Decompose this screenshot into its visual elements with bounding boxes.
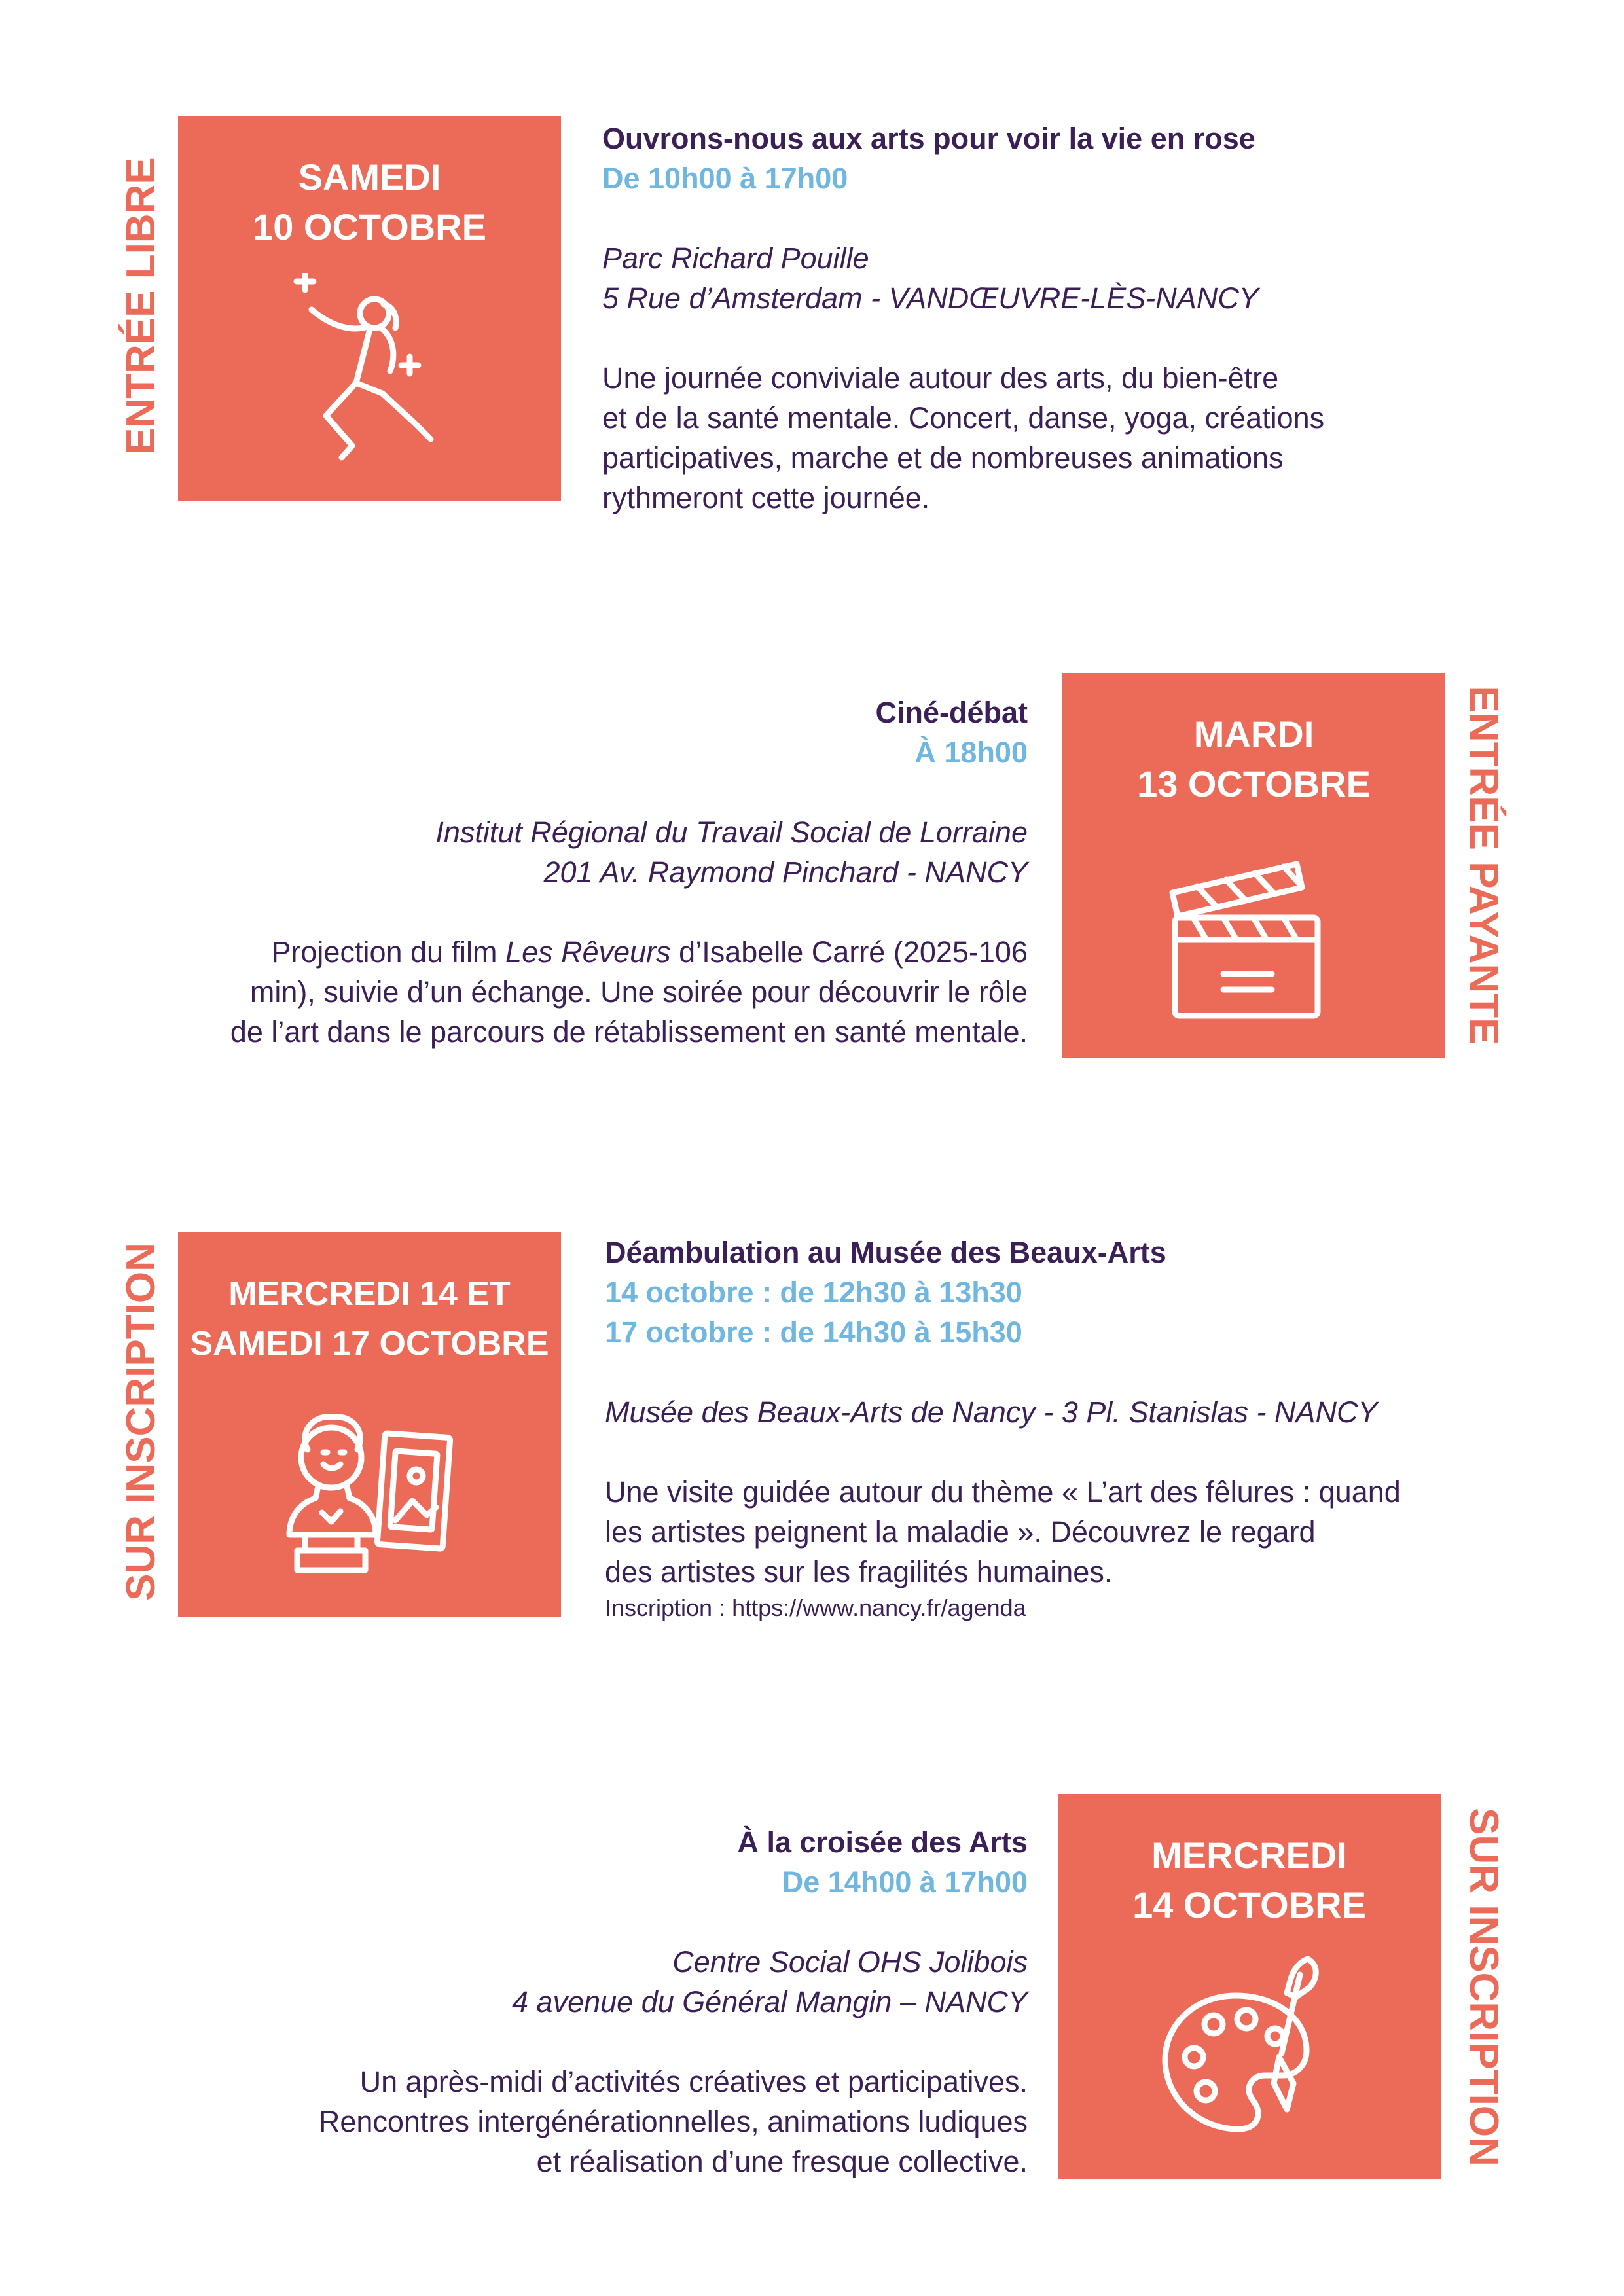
dancer-icon [271, 273, 467, 469]
event-time: 17 octobre : de 14h30 à 15h30 [605, 1316, 1022, 1349]
event-title: Ouvrons-nous aux arts pour voir la vie en rose [602, 122, 1255, 155]
description-line: Un après-midi d’activités créatives et participatives. [359, 2065, 1028, 2098]
venue-line: 5 Rue d’Amsterdam - VANDŒUVRE-LÈS-NANCY [602, 281, 1259, 315]
date-label: MERCREDI 14 OCTOBRE [1132, 1835, 1366, 1926]
access-label: ENTRÉE PAYANTE [1461, 685, 1506, 1045]
date-box [1058, 1794, 1441, 2179]
film-title: Les Rêveurs [505, 935, 671, 969]
description-line: rythmeront cette journée. [602, 481, 930, 514]
venue-line: 201 Av. Raymond Pinchard - NANCY [543, 855, 1028, 889]
event-time: De 10h00 à 17h00 [602, 162, 848, 195]
event-details [65, 692, 1028, 1052]
venue-line: Musée des Beaux-Arts de Nancy - 3 Pl. Stanislas - NANCY [605, 1395, 1378, 1429]
palette-brush-icon [1151, 1951, 1347, 2147]
date-label: MERCREDI 14 ET SAMEDI 17 OCTOBRE [190, 1275, 549, 1363]
event-details [65, 1822, 1028, 2181]
venue-line: Institut Régional du Travail Social de Lorraine [435, 816, 1028, 849]
description-line: les artistes peignent la maladie ». Découvrez le regard [605, 1515, 1316, 1549]
date-label: MARDI 13 OCTOBRE [1137, 713, 1371, 804]
description-line: des artistes sur les fragilités humaines. [605, 1555, 1113, 1588]
description-line: participatives, marche et de nombreuses animations [602, 441, 1284, 475]
date-box [1062, 673, 1445, 1058]
clapperboard-icon [1155, 830, 1352, 1026]
date-box [178, 116, 561, 501]
event-time: 14 octobre : de 12h30 à 13h30 [605, 1276, 1022, 1309]
event-time: À 18h00 [914, 736, 1028, 769]
access-label: SUR INSCRIPTION [118, 1242, 164, 1601]
access-label: ENTRÉE LIBRE [118, 157, 164, 455]
description-line: Rencontres intergénérationnelles, animations ludiques [318, 2105, 1028, 2138]
event-title: Déambulation au Musée des Beaux-Arts [605, 1236, 1166, 1269]
date-label: SAMEDI 10 OCTOBRE [253, 156, 486, 247]
event-time: De 14h00 à 17h00 [782, 1865, 1028, 1899]
event-details [605, 1232, 1587, 1624]
description-line: Projection du film Les Rêveurs d’Isabelle Carré (2025-106 [271, 935, 1028, 969]
description-line: et réalisation d’une fresque collective. [536, 2145, 1028, 2178]
venue-line: 4 avenue du Général Mangin – NANCY [512, 1985, 1028, 2018]
description-line: et de la santé mentale. Concert, danse, yoga, créations [602, 401, 1325, 435]
description-line: de l’art dans le parcours de rétablissement en santé mentale. [230, 1015, 1028, 1049]
museum-bust-painting-icon [271, 1390, 467, 1586]
date-box [178, 1232, 561, 1617]
venue-line: Centre Social OHS Jolibois [672, 1945, 1028, 1979]
registration-link[interactable]: Inscription : https://www.nancy.fr/agenda [605, 1594, 1026, 1621]
description-line: Une visite guidée autour du thème « L’art des fêlures : quand [605, 1475, 1401, 1509]
event-title: Ciné-débat [875, 696, 1028, 729]
event-details [602, 118, 1551, 518]
description-line: min), suivie d’un échange. Une soirée pour découvrir le rôle [249, 975, 1028, 1009]
venue-line: Parc Richard Pouille [602, 242, 869, 275]
description-line: Une journée conviviale autour des arts, du bien-être [602, 361, 1279, 395]
access-label: SUR INSCRIPTION [1461, 1808, 1506, 2166]
event-title: À la croisée des Arts [737, 1825, 1028, 1859]
